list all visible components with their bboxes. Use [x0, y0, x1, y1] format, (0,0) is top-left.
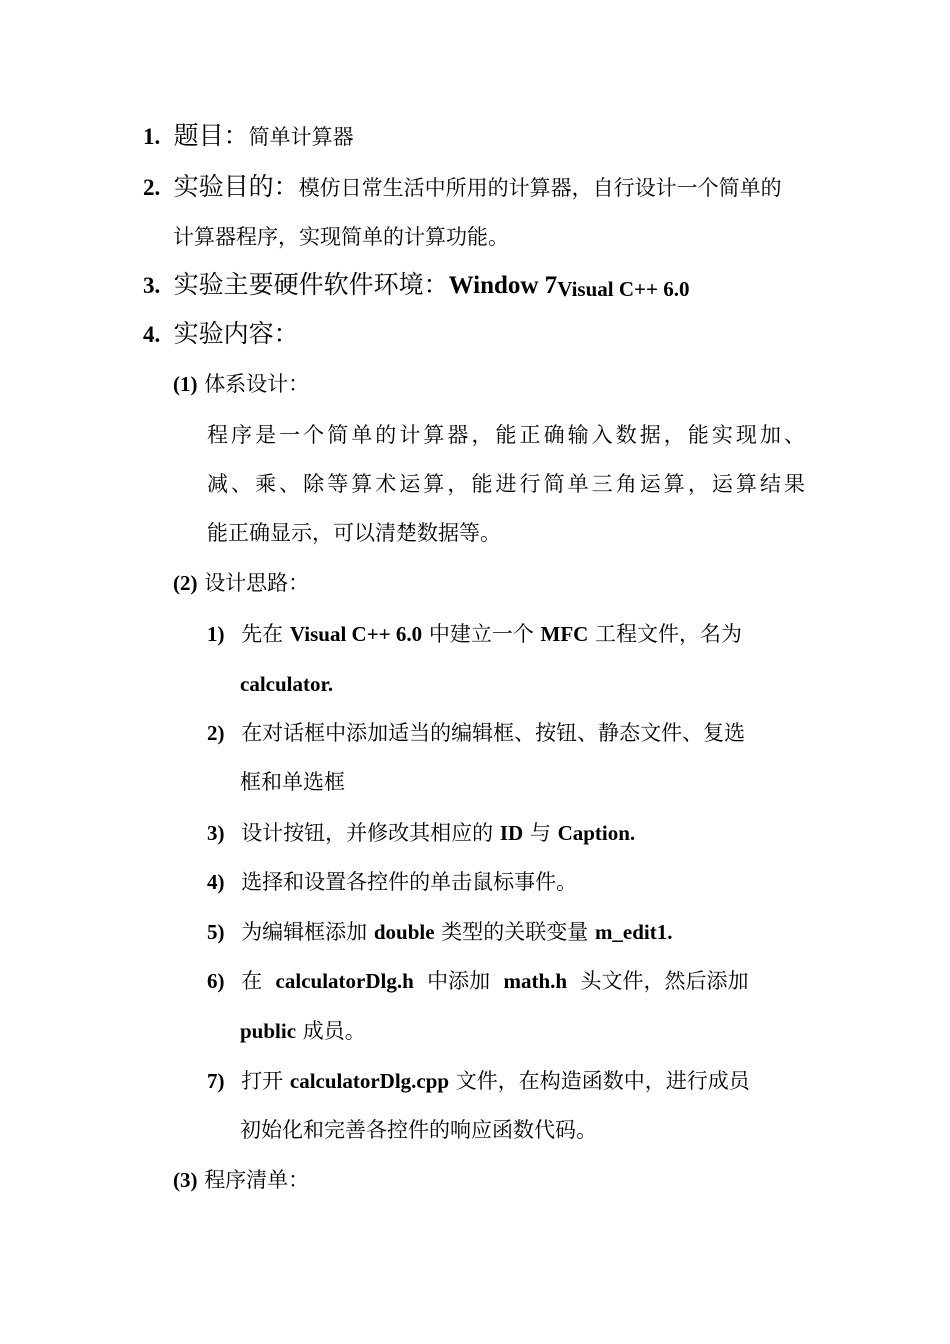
item-text: 简单计算器	[248, 125, 354, 149]
item-3	[143, 270, 689, 301]
step-keyword: public	[240, 1019, 297, 1043]
step-7	[207, 1066, 750, 1096]
step-keyword: MFC	[540, 622, 589, 646]
step-text: 设计按钮，并修改其相应的	[241, 821, 500, 845]
item-1	[143, 121, 354, 152]
step-2	[207, 718, 745, 748]
section-2-title	[173, 568, 309, 598]
step-4	[207, 867, 577, 897]
item-4	[143, 319, 299, 350]
env-os: Window 7	[448, 272, 558, 299]
item-number: 2.	[143, 175, 161, 200]
step-6	[207, 966, 748, 996]
step-keyword: Visual C++ 6.0	[289, 622, 423, 646]
item-2-continuation: 计算器程序，实现简单的计算功能。	[173, 225, 509, 249]
section-1-paragraph-line: 减、乘、除等算术运算，能进行简单三角运算，运算结果	[207, 472, 805, 496]
section-1-paragraph-line: 能正确显示，可以清楚数据等。	[207, 521, 501, 545]
step-number: 1)	[207, 622, 225, 646]
step-7-continuation: 初始化和完善各控件的响应函数代码。	[240, 1118, 597, 1142]
item-heading: 实验内容：	[173, 319, 299, 348]
step-text: 先在	[241, 622, 290, 646]
step-number: 2)	[207, 721, 225, 745]
step-text: 成员。	[296, 1019, 366, 1043]
step-keyword: ID	[499, 821, 524, 845]
step-text: 在对话框中添加适当的编辑框、按钮、静态文件、复选	[241, 721, 746, 745]
step-text: 类型的关联变量	[434, 920, 595, 944]
item-heading: 题目：	[173, 121, 249, 150]
step-number: 4)	[207, 870, 225, 894]
step-3	[207, 818, 635, 848]
step-text: 文件，在构造函数中，进行成员	[449, 1069, 750, 1093]
item-2	[143, 172, 782, 203]
step-text: 选择和设置各控件的单击鼠标事件。	[241, 870, 578, 894]
section-title: 设计思路：	[204, 571, 310, 595]
item-number: 4.	[143, 322, 161, 347]
step-text: 为编辑框添加	[241, 920, 374, 944]
step-text: 在	[241, 969, 276, 993]
section-number: (2)	[173, 571, 198, 595]
item-heading: 实验主要硬件软件环境：	[173, 270, 449, 299]
step-2-continuation: 框和单选框	[240, 770, 345, 794]
step-keyword: calculatorDlg.cpp	[289, 1069, 450, 1093]
section-3-title	[173, 1165, 309, 1195]
step-keyword: m_edit1.	[594, 920, 673, 944]
section-1-title	[173, 369, 309, 399]
item-text: 模仿日常生活中所用的计算器，自行设计一个简单的	[298, 176, 782, 200]
step-number: 5)	[207, 920, 225, 944]
item-heading: 实验目的：	[173, 172, 299, 201]
item-number: 1.	[143, 124, 161, 149]
step-text: 头文件，然后添加	[567, 969, 749, 993]
step-text: 打开	[241, 1069, 290, 1093]
step-text: 中建立一个	[422, 622, 541, 646]
step-number: 3)	[207, 821, 225, 845]
step-number: 6)	[207, 969, 225, 993]
step-1	[207, 619, 805, 649]
step-text: 工程文件，名为	[588, 622, 743, 646]
section-title: 程序清单：	[204, 1168, 310, 1192]
step-6-continuation	[240, 1016, 366, 1046]
step-keyword: math.h	[503, 969, 568, 993]
section-title: 体系设计：	[204, 372, 310, 396]
section-number: (3)	[173, 1168, 198, 1192]
step-5	[207, 917, 673, 947]
step-1-continuation: calculator.	[240, 672, 334, 696]
section-1-paragraph-line: 程序是一个简单的计算器，能正确输入数据，能实现加、	[207, 423, 805, 447]
step-keyword: Caption.	[557, 821, 636, 845]
step-text: 中添加	[413, 969, 504, 993]
section-number: (1)	[173, 372, 198, 396]
step-text: 与	[523, 821, 558, 845]
step-keyword: double	[373, 920, 435, 944]
env-ide: Visual C++ 6.0	[557, 277, 690, 301]
item-number: 3.	[143, 273, 161, 298]
step-number: 7)	[207, 1069, 225, 1093]
step-keyword: calculatorDlg.h	[275, 969, 414, 993]
